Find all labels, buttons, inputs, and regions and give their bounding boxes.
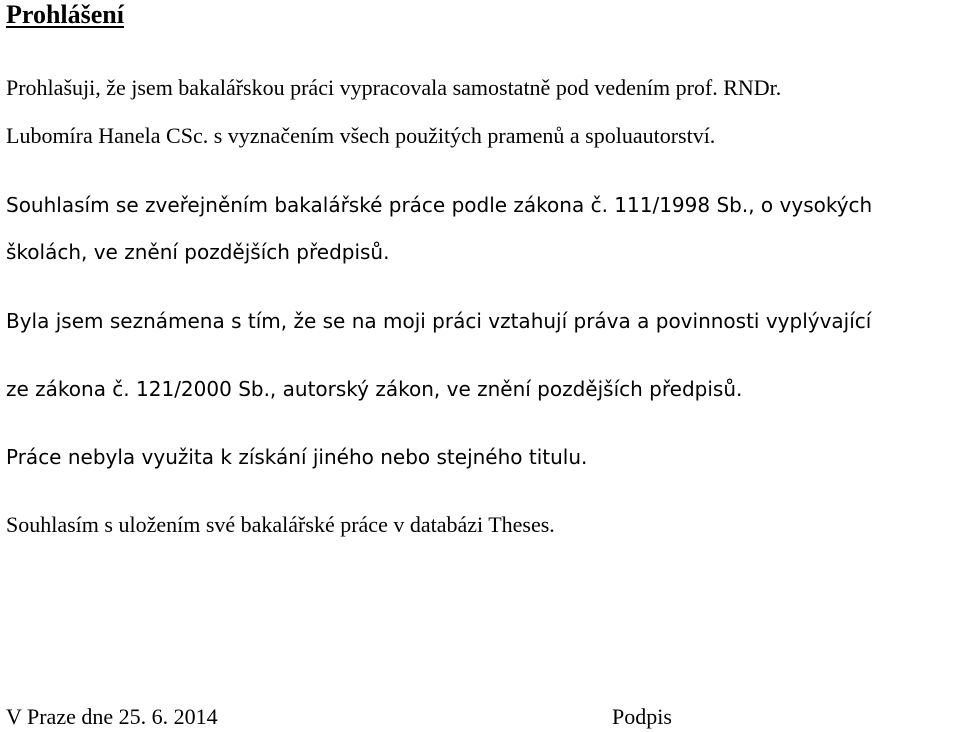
paragraph-2-line-2: školách, ve znění pozdějších předpisů.: [6, 240, 390, 264]
paragraph-2-line-1-text: Souhlasím se zveřejněním bakalářské práce podle zákona č. 111/1998 Sb., o vysokých: [6, 193, 873, 217]
paragraph-1-line-2: Lubomíra Hanela CSc. s vyznačením všech použitých pramenů a spoluautorství.: [6, 123, 716, 148]
paragraph-3-line-2: ze zákona č. 121/2000 Sb., autorský zákon, ve znění pozdějších předpisů.: [6, 377, 743, 401]
signature-label: Podpis: [612, 704, 672, 729]
page-title: Prohlášení: [6, 0, 124, 29]
paragraph-3-line-1: Byla jsem seznámena s tím, že se na moji práci vztahují práva a povinnosti vyplývající: [6, 309, 872, 333]
paragraph-5-line-1: Souhlasím s uložením své bakalářské práce v databázi Theses.: [6, 512, 555, 537]
paragraph-4-line-1: Práce nebyla využita k získání jiného nebo stejného titulu.: [6, 445, 588, 469]
paragraph-2-line-1: [6, 190, 872, 220]
place-date: V Praze dne 25. 6. 2014: [6, 704, 218, 729]
paragraph-1-line-1: Prohlašuji, že jsem bakalářskou práci vypracovala samostatně pod vedením prof. RNDr.: [6, 75, 782, 100]
